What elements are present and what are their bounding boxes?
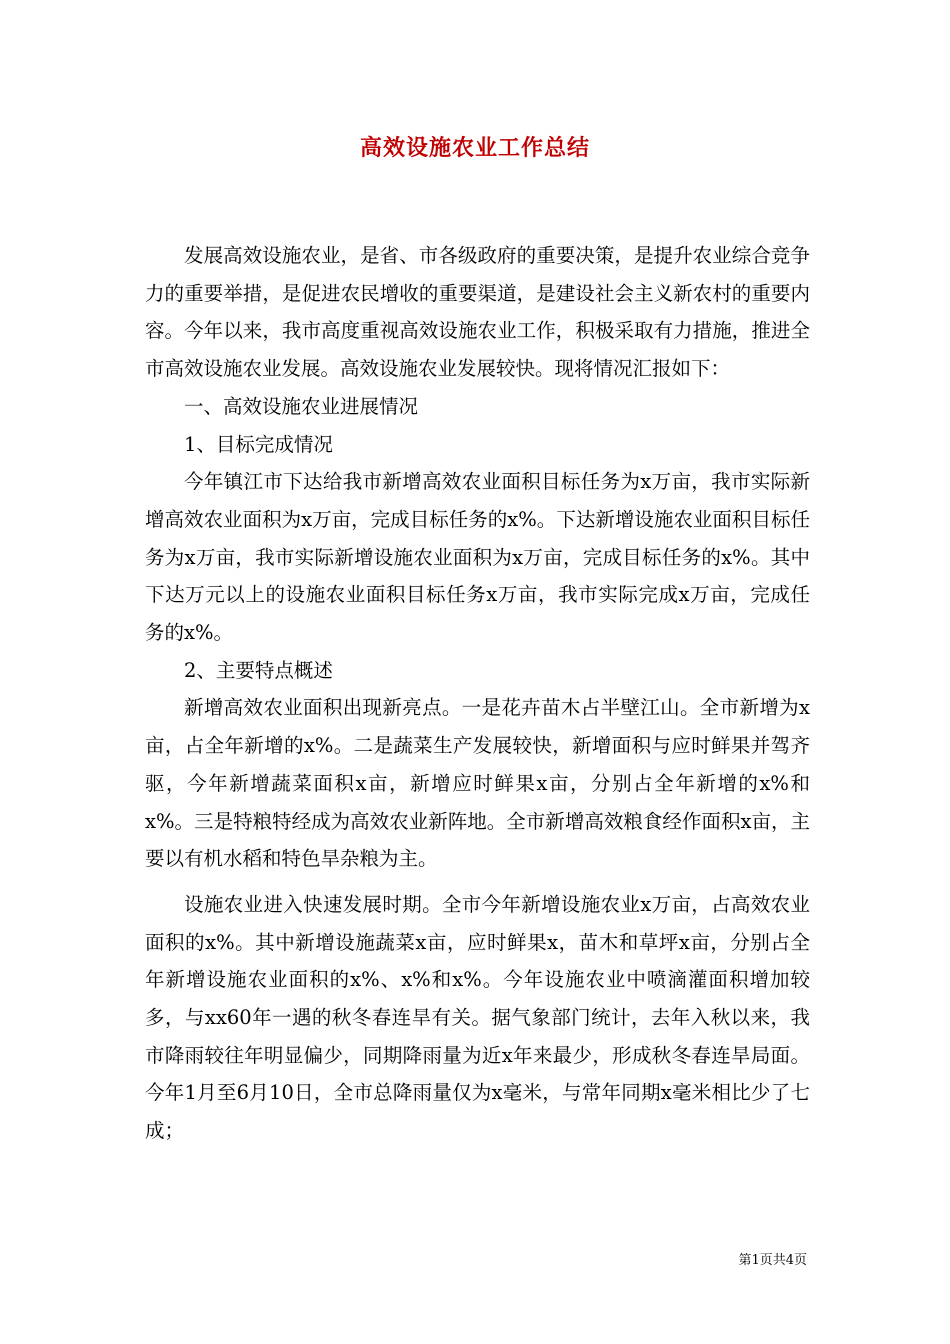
paragraph-intro: 发展高效设施农业，是省、市各级政府的重要决策，是提升农业综合竞争力的重要举措，是促进农民增收的重要渠道，是建设社会主义新农村的重要内容。今年以来，我市高度重视高效设施农业工作，积极采取有力措施，推进全市高效设施农业发展。高效设施农业发展较快。现将情况汇报如下：	[145, 244, 810, 381]
subsection-heading-features: 2、主要特点概述	[184, 658, 333, 682]
paragraph-targets: 今年镇江市下达给我市新增高效农业面积目标任务为x万亩，我市实际新增高效农业面积为x万亩，完成目标任务的x%。下达新增设施农业面积目标任务为x万亩，我市实际新增设施农业面积为x万亩，完成目标任务的x%。其中下达万元以上的设施农业面积目标任务x万亩，我市实际完成x万亩，完成任务的x%。	[145, 470, 810, 645]
document-body	[145, 237, 810, 1150]
section-heading-progress: 一、高效设施农业进展情况	[184, 394, 419, 418]
paragraph-facility-growth: 设施农业进入快速发展时期。全市今年新增设施农业x万亩，占高效农业面积的x%。其中新增设施蔬菜x亩，应时鲜果x，苗木和草坪x亩，分别占全年新增设施农业面积的x%、x%和x%。今年设施农业中喷滴灌面积增加较多，与xx60年一遇的秋冬春连旱有关。据气象部门统计，去年入秋以来，我市降雨较往年明显偏少，同期降雨量为近x年来最少，形成秋冬春连旱局面。今年1月至6月10日，全市总降雨量仅为x毫米，与常年同期x毫米相比少了七成；	[145, 892, 810, 1143]
page-number-footer: 第1页共4页	[738, 1253, 807, 1268]
paragraph-new-highlights: 新增高效农业面积出现新亮点。一是花卉苗木占半壁江山。全市新增为x亩，占全年新增的x%。二是蔬菜生产发展较快，新增面积与应时鲜果并驾齐驱，今年新增蔬菜面积x亩，新增应时鲜果x亩，分别占全年新增的x%和x%。三是特粮特经成为高效农业新阵地。全市新增高效粮食经作面积x亩，主要以有机水稻和特色旱杂粮为主。	[145, 696, 810, 871]
subsection-heading-targets: 1、目标完成情况	[184, 432, 333, 456]
document-title: 高效设施农业工作总结	[359, 135, 590, 161]
